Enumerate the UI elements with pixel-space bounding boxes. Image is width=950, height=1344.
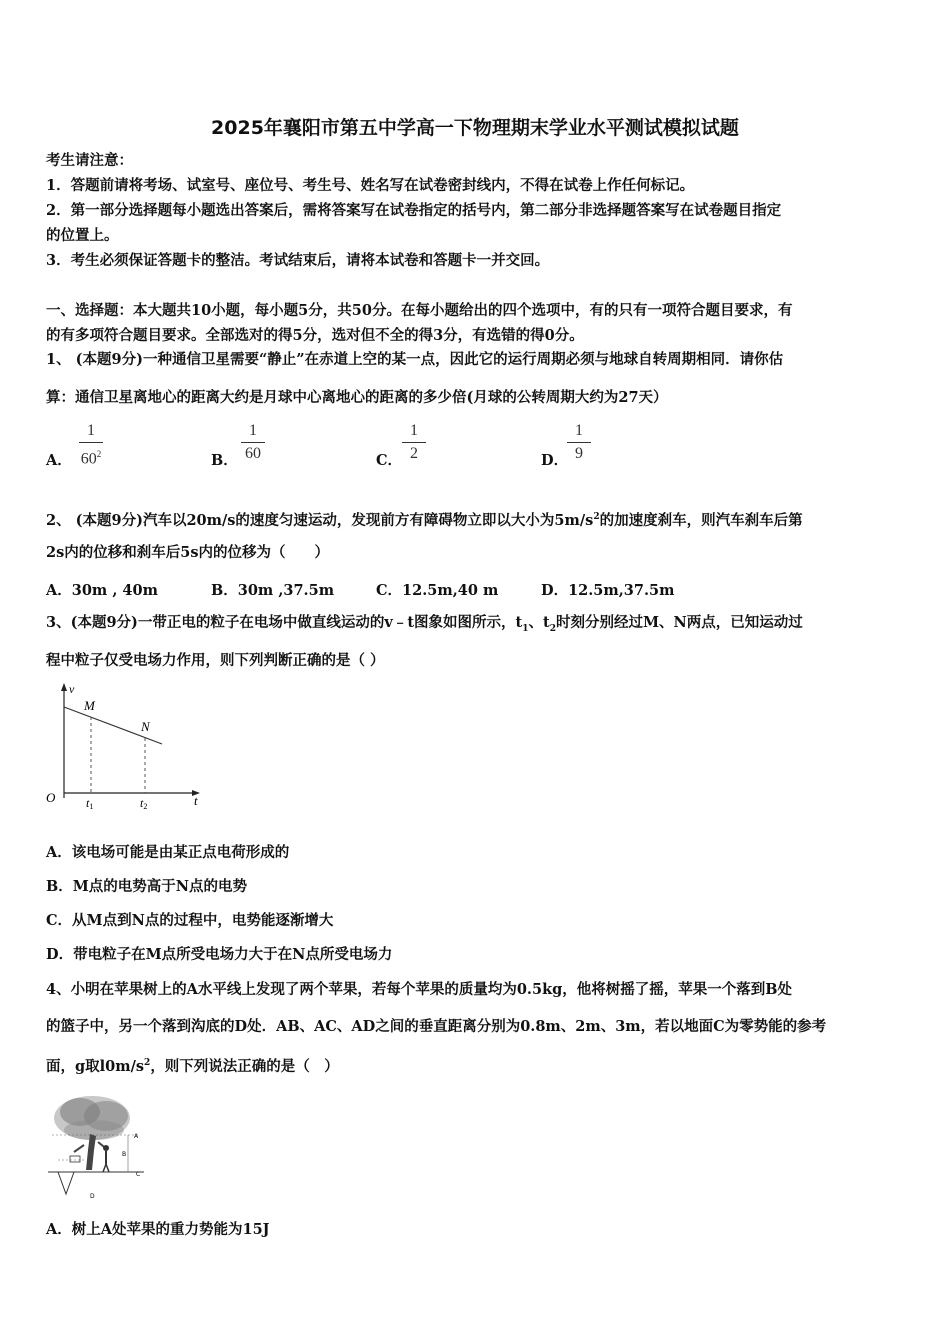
q1-stem-1: 1、 (本题9分)一种通信卫星需要“静止”在赤道上空的某一点，因此它的运行周期必须与地球自转周期相同．请你估: [46, 351, 784, 368]
section-intro-2: 的有多项符合题目要求。全部选对的得5分，选对但不全的得3分，有选错的得0分。: [46, 327, 584, 344]
q3-option-b: B．M点的电势高于N点的电势: [46, 878, 248, 895]
q2-option-a: A．30m , 40m: [46, 582, 158, 599]
section-intro-1: 一、选择题：本大题共10小题，每小题5分，共50分。在每小题给出的四个选项中，有的只有一项符合题目要求，有: [46, 302, 793, 319]
notice-line-2a: 2．第一部分选择题每小题选出答案后，需将答案写在试卷指定的括号内，第二部分非选择题答案写在试卷题目指定: [46, 202, 782, 219]
q2-stem-1: 2、 (本题9分)汽车以20m/s的速度匀速运动，发现前方有障碍物立即以大小为$5m/s^2$的加速度刹车，则汽车刹车后第: [46, 511, 803, 529]
exam-page: 2025年襄阳市第五中学高一下物理期末学业水平测试模拟试题 考生请注意： 1．答题前请将考场、试室号、座位号、考生号、姓名写在试卷密封线内，不得在试卷上作任何标记。 2．第一部分选择题每小题选出答案后，需将答案写在试卷指定的括号内，第二部分非选择题答案写在试卷题目指定 的位置上。 3．考生必须保证答题卡的整洁。考试结束后，请将本试卷和答题卡一并交回。 一、选择题：本大题共10小题，每小题5分，共50分。在每小题给出的四个选项中，有的只有一项符合题目要求，有 的有多项符合题目要求。全部选对的得5分，选对但不全的得3分，有选错的得0分。 1、 (本题9分)一种通信卫星需要“静止”在赤道上空的某一点，因此它的运行周期必须与地球自转周期相同．请你估 算：通信卫星离地心的距离大约是月球中心离地心的距离的多少倍(月球的公转周期大约为27天） A． 1 $60^2$ B． 1 60 C． 1 2 D． 1 9 2、 (本题9分)汽车以20m/s的速度匀速运动，发现前方有障碍物立即以大小为$5m/s^2$的加速度刹车，则汽车刹车后第 2s内的位移和刹车后5s内的位移为（ ） A．30m , 40m B．30m ,37.5m C．12.5m,40 m D．12.5m,37.5m 3、(本题9分)一带正电的粒子在电场中做直线运动的v﹣t图象如图所示，$t_1$、$t_2$时刻分别经过M、N两点，已知运动过 程中粒子仅受电场力作用，则下列判断正确的是（ ） v M N O t t1 t2 A．该电场可能是由某正点电荷形成的 B．M点的电势高于N点的电势 C．从M点到N点的过程中，电势能逐渐增大 D．带电粒子在M点所受电场力大于在N点所受电场力 4、小明在苹果树上的A水平线上发现了两个苹果，若每个苹果的质量均为0.5kg，他将树摇了摇，苹果一个落到B处 的篮子中，另一个落到沟底的D处．AB、AC、AD之间的垂直距离分别为0.8m、2m、3m，若以地面C为零势能的参考 面，g取$l0m/s^2$，则下列说法正确的是（ ） A B C D A．树上A处苹果的重力势能为15J: [0, 0, 950, 1344]
vt-graph: [44, 680, 209, 815]
ditch: [58, 1172, 74, 1194]
q3-option-d: D．带电粒子在M点所受电场力大于在N点所受电场力: [46, 946, 393, 963]
person-figure: [103, 1145, 109, 1172]
notice-line-1: 1．答题前请将考场、试室号、座位号、考生号、姓名写在试卷密封线内，不得在试卷上作任何标记。: [46, 177, 695, 194]
q3-stem-2: 程中粒子仅受电场力作用，则下列判断正确的是（ ）: [46, 652, 385, 669]
q4-stem-3: 面，g取$l0m/s^2$，则下列说法正确的是（ ）: [46, 1057, 339, 1075]
q4-stem-2: 的篮子中，另一个落到沟底的D处．AB、AC、AD之间的垂直距离分别为0.8m、2m、3m，若以地面C为零势能的参考: [46, 1018, 827, 1035]
q1-stem-2: 算：通信卫星离地心的距离大约是月球中心离地心的距离的多少倍(月球的公转周期大约为27天）: [46, 389, 668, 406]
basket: [70, 1156, 80, 1162]
tree-canopy: [54, 1096, 130, 1140]
q2-option-c: C．12.5m,40 m: [376, 582, 499, 599]
v-axis-arrow: [61, 683, 67, 691]
q2-option-b: B．30m ,37.5m: [211, 582, 335, 599]
q2-option-d: D．12.5m,37.5m: [541, 582, 675, 599]
fig-label-D: D: [90, 1193, 95, 1200]
page-title: 2025年襄阳市第五中学高一下物理期末学业水平测试模拟试题: [211, 117, 739, 139]
label-N: N: [141, 719, 150, 734]
apple-tree-figure: [44, 1090, 149, 1205]
label-t2: t2: [140, 796, 148, 811]
q3-option-a: A．该电场可能是由某正点电荷形成的: [46, 844, 290, 861]
label-t: t: [194, 793, 198, 808]
q4-option-a: A．树上A处苹果的重力势能为15J: [46, 1221, 270, 1238]
notice-line-2b: 的位置上。: [46, 227, 119, 244]
fig-label-A: A: [134, 1133, 139, 1140]
q3-option-c: C．从M点到N点的过程中，电势能逐渐增大: [46, 912, 334, 929]
notice-line-3: 3．考生必须保证答题卡的整洁。考试结束后，请将本试卷和答题卡一并交回。: [46, 252, 550, 269]
label-v: v: [69, 682, 75, 696]
fig-label-C: C: [136, 1171, 141, 1178]
q4-stem-1: 4、小明在苹果树上的A水平线上发现了两个苹果，若每个苹果的质量均为0.5kg，他将树摇了摇，苹果一个落到B处: [46, 981, 793, 998]
q2-stem-2: 2s内的位移和刹车后5s内的位移为（ ）: [46, 544, 330, 561]
q3-stem-1: 3、(本题9分)一带正电的粒子在电场中做直线运动的v﹣t图象如图所示，$t_1$、$t_2$时刻分别经过M、N两点，已知运动过: [46, 614, 803, 634]
notice-heading: 考生请注意：: [46, 152, 133, 169]
label-O: O: [46, 790, 56, 805]
label-M: M: [84, 698, 95, 713]
label-t1: t1: [86, 796, 94, 811]
fig-label-B: B: [122, 1151, 127, 1158]
